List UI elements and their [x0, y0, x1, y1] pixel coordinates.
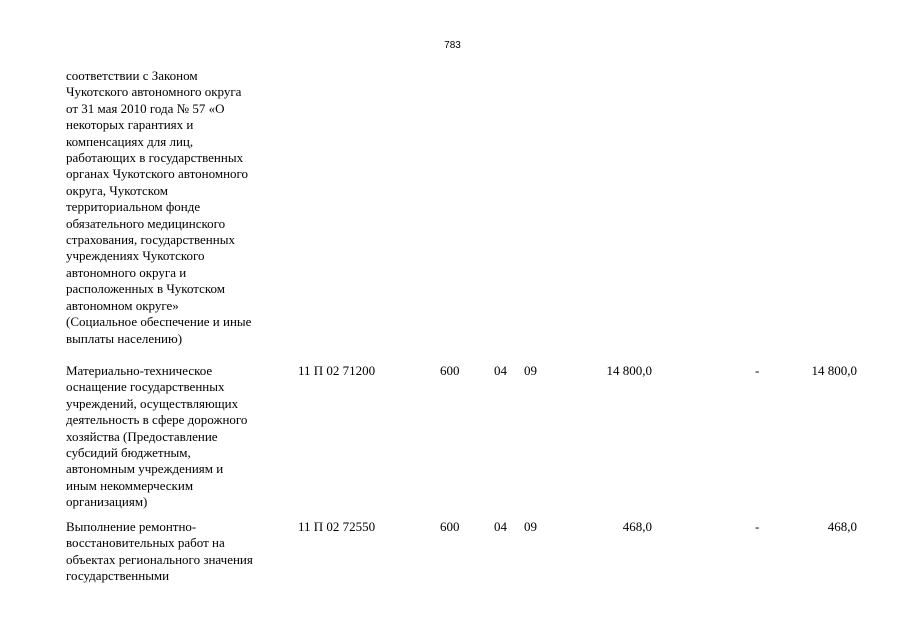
subsection-code: 09 — [524, 519, 537, 534]
subsection-code: 09 — [524, 363, 537, 378]
approved-amount: 14 800,0 — [606, 363, 652, 378]
target-article-code: 11 П 02 71200 — [298, 363, 376, 378]
row-description: Материально-техническое оснащение государственных учреждений, осуществляющих деятельность в сфере дорожного хозяйства (Предоставление субсидий бюджетным, автономным учреждениям и иным некоммерческим организациям) — [66, 363, 248, 510]
row-description: соответствии с Законом Чукотского автономного округа от 31 мая 2010 года № 57 «О некоторых гарантиях и компенсациях для лиц, работающих в государственных органах Чукотского автономного округа, Чукотском территориальном фонде обязательного медицинского страхования, государственных учреждениях Чукотского автономного округа и расположенных в Чукотском автономном округе» (Социальное обеспечение и иные выплаты населению) — [66, 68, 252, 346]
approved-amount: 468,0 — [622, 519, 652, 534]
total-amount: 14 800,0 — [811, 363, 857, 378]
row-description: Выполнение ремонтно- восстановительных работ на объектах регионального значения государственными — [66, 519, 253, 584]
total-amount: 468,0 — [827, 519, 857, 534]
change-amount: - — [755, 363, 760, 378]
expense-type-code: 600 — [440, 363, 460, 378]
section-code: 04 — [494, 519, 507, 534]
target-article-code: 11 П 02 72550 — [298, 519, 376, 534]
section-code: 04 — [494, 363, 507, 378]
change-amount: - — [755, 519, 760, 534]
page-number: 783 — [444, 40, 461, 51]
expense-type-code: 600 — [440, 519, 460, 534]
